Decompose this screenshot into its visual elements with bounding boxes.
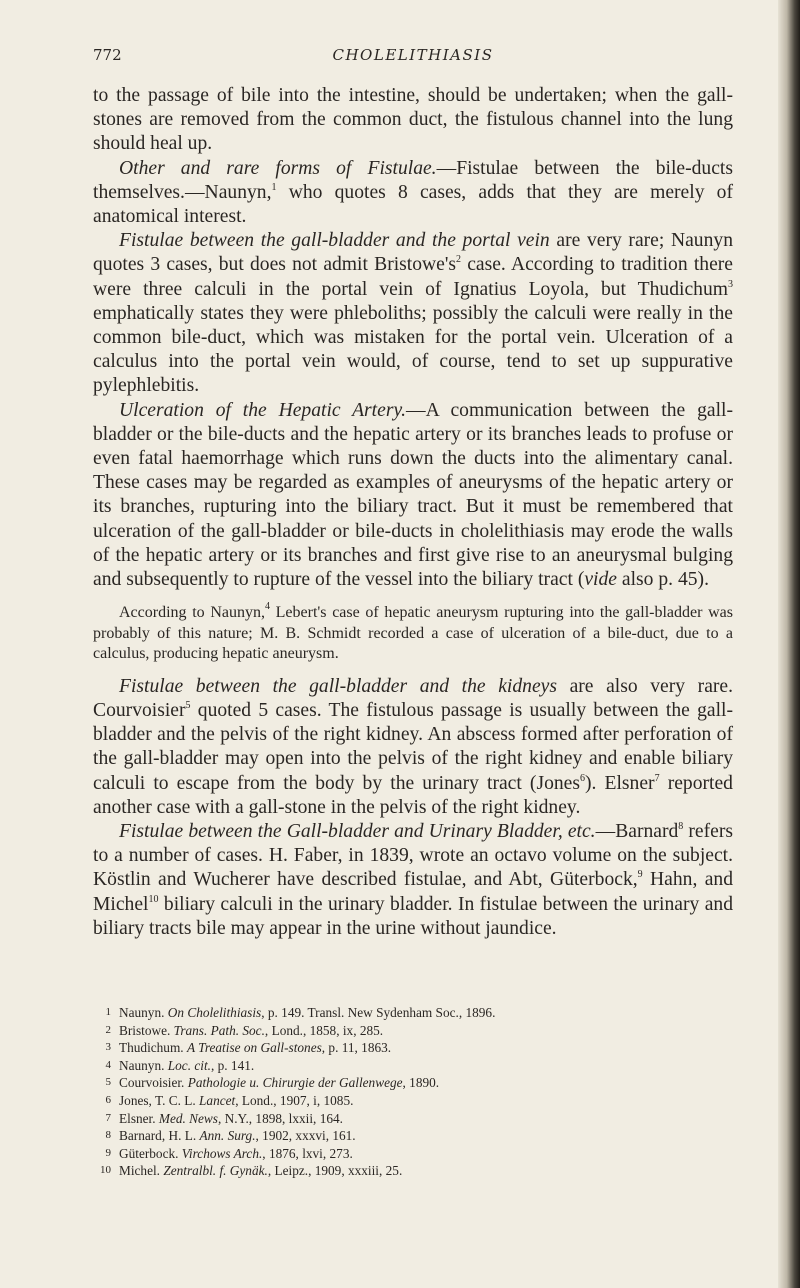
- footnote: 2 Bristowe. Trans. Path. Soc., Lond., 1858, ix, 285.: [105, 1022, 384, 1038]
- footnote: 9 Güterbock. Virchows Arch., 1876, lxvi, 273.: [105, 1145, 353, 1161]
- paragraph-kidneys: Fistulae between the gall-bladder and the kidneys are also very rare. Courvoisier$^5$ quoted 5 cases. The fistulous passage is usually between the gall-bladder and the pelvis of the right kidney. An abscess formed after perforation of the gall-bladder may open into the pelvis of the right kidney and enable biliary calculi to escape from the body by the urinary tract (Jones$^6$). Elsner$^7$ reported another case with a gall-stone in the pelvis of the right kidney.: [93, 675, 734, 818]
- running-head: CHOLELITHIASIS: [332, 46, 494, 64]
- footnote-ref: 9: [637, 869, 643, 881]
- paragraph-1: to the passage of bile into the intestine, should be undertaken; when the gall-stones are removed from the common duct, the fistulous channel into the lung should heal up.: [93, 85, 733, 155]
- footnote: 4 Naunyn. Loc. cit., p. 141.: [105, 1057, 255, 1073]
- footnote-ref: 4: [264, 601, 270, 613]
- footnote: 8 Barnard, H. L. Ann. Surg., 1902, xxxvi, 161.: [105, 1128, 356, 1144]
- paragraph-portal-vein: Fistulae between the gall-bladder and the portal vein are very rare; Naunyn quotes 3 cases, but does not admit $Bristowe's^2$ case. According to tradition there were three calculi in the portal vein of Ignatius Loyola, but Thudichum$^3$ emphatically states they were phleboliths; possibly the calculi were really in the common bile-duct, which was mistaken for the portal vein. Ulceration of a calculus into the portal vein would, of course, tend to set up suppurative pylephlebitis.: [93, 230, 733, 397]
- footnote-ref: 5: [185, 699, 191, 711]
- footnote: 6 Jones, T. C. L. Lancet, Lond., 1907, i, 1085.: [105, 1092, 354, 1108]
- footnotes: [93, 1004, 733, 1180]
- footnote: 10 Michel. Zentralbl. f. Gynäk., Leipz., 1909, xxxiii, 25.: [100, 1163, 403, 1179]
- section-heading: Fistulae between the Gall-bladder and Urinary Bladder, etc.: [119, 820, 596, 842]
- footnote-ref: 8: [678, 820, 684, 832]
- footnote: 3 Thudichum. A Treatise on Gall-stones, p. 11, 1863.: [105, 1040, 392, 1056]
- section-heading: Fistulae between the gall-bladder and the kidneys: [119, 675, 557, 697]
- page-number: 772: [93, 46, 122, 64]
- paragraph-urinary-bladder: Fistulae between the Gall-bladder and Urinary Bladder, etc.—Barnard$^8$ refers to a number of cases. H. Faber, in 1839, wrote an octavo volume on the subject. Köstlin and Wucherer have described fistulae, and Abt, Güterbock,$^9$ Hahn, and Michel$^{10}$ biliary calculi in the urinary bladder. In fistulae between the urinary and biliary tracts bile may appear in the urine without jaundice.: [93, 820, 734, 939]
- footnote-ref: 7: [654, 772, 660, 784]
- footnote-ref: 10: [148, 893, 159, 905]
- page-header: [93, 46, 733, 72]
- footnote-ref: 6: [579, 772, 585, 784]
- paragraph-other-fistulae: Other and rare forms of Fistulae.—Fistulae between the bile-ducts themselves.—Naunyn,$^1$ who quotes 8 cases, adds that they are merely of anatomical interest.: [93, 157, 733, 228]
- footnote: 1 Naunyn. On Cholelithiasis, p. 149. Transl. New Sydenham Soc., 1896.: [105, 1005, 496, 1020]
- section-heading: Ulceration of the Hepatic Artery.: [119, 399, 406, 421]
- page-edge-shadow: [778, 0, 800, 1288]
- footnote: 5 Courvoisier. Pathologie u. Chirurgie der Gallenwege, 1890.: [105, 1075, 440, 1091]
- footnote-ref: 3: [728, 278, 733, 290]
- body-text: [93, 84, 733, 941]
- paragraph-small-print: According to Naunyn,$^4$ Lebert's case of hepatic aneurysm rupturing into the gall-bladder was probably of this nature; M. B. Schmidt recorded a case of ulceration of a bile-duct, due to a calculus, producing hepatic aneurysm.: [93, 601, 733, 663]
- section-heading: Other and rare forms of Fistulae.: [119, 157, 437, 179]
- footnote-ref: 2: [456, 254, 462, 266]
- footnote: 7 Elsner. Med. News, N.Y., 1898, lxxii, 164.: [105, 1110, 343, 1126]
- footnote-ref: 1: [271, 181, 277, 193]
- section-heading: Fistulae between the gall-bladder and the portal vein: [119, 230, 550, 252]
- paragraph-hepatic-artery: Ulceration of the Hepatic Artery.—A communication between the gall-bladder or the bile-ducts and the hepatic artery or its branches leads to profuse or even fatal haemorrhage which runs down the ducts into the alimentary canal. These cases may be regarded as examples of aneurysms of the hepatic artery or its branches, rupturing into the biliary tract. But it must be remembered that ulceration of the gall-bladder or bile-ducts in cholelithiasis may erode the walls of the hepatic artery or its branches and first give rise to an aneurysmal bulging and subsequently to rupture of the vessel into the biliary tract (vide also p. 45).: [93, 399, 733, 591]
